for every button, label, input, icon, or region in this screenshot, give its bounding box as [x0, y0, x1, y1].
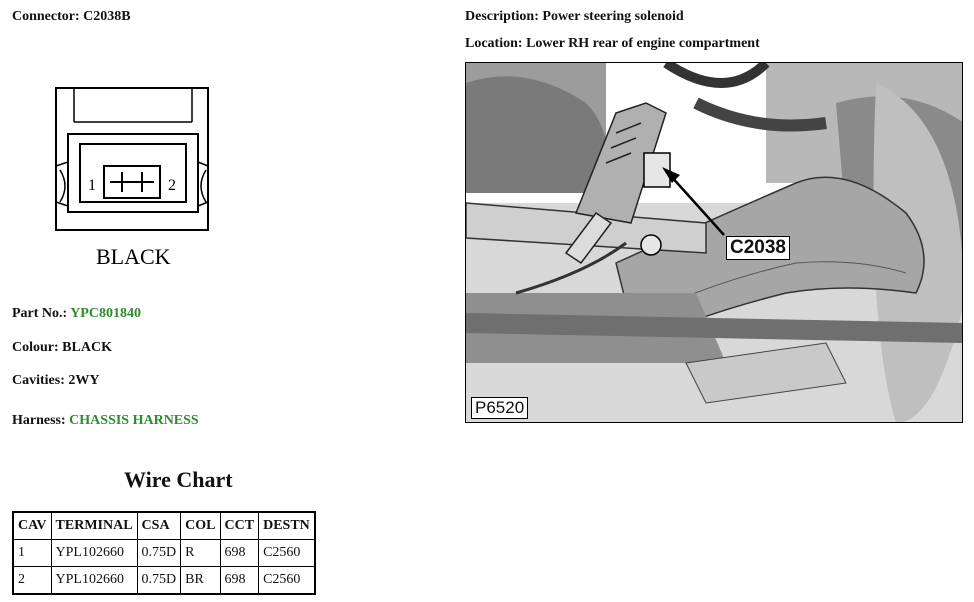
- wire-chart-title: Wire Chart: [124, 467, 233, 492]
- header-cav: CAV: [13, 512, 51, 540]
- part-number-line: [12, 306, 141, 322]
- cavities-value: 2WY: [68, 373, 100, 388]
- cell-destn: C2560: [259, 540, 315, 567]
- connector-label: Connector:: [12, 9, 80, 24]
- location-value: Lower RH rear of engine compartment: [526, 36, 760, 51]
- cell-terminal: YPL102660: [51, 567, 137, 595]
- connector-callout: C2038: [726, 236, 790, 260]
- colour-label: Colour:: [12, 340, 59, 355]
- header-col: COL: [181, 512, 220, 540]
- part-number-label: Part No.:: [12, 306, 68, 321]
- connector-face-diagram: [50, 82, 218, 272]
- header-csa: CSA: [137, 512, 181, 540]
- illustration-id: P6520: [471, 397, 528, 419]
- cell-terminal: YPL102660: [51, 540, 137, 567]
- description-line: [465, 9, 684, 25]
- connector-heading: [12, 9, 131, 25]
- table-row: [13, 540, 315, 567]
- drawing-colour-caption: BLACK: [96, 244, 171, 269]
- cavities-label: Cavities:: [12, 373, 65, 388]
- harness-link[interactable]: CHASSIS HARNESS: [69, 413, 199, 428]
- pin-1-label: 1: [88, 177, 96, 194]
- cell-cct: 698: [220, 540, 259, 567]
- harness-line: [12, 413, 199, 429]
- cell-cav: 2: [13, 567, 51, 595]
- table-header-row: [13, 512, 315, 540]
- description-value: Power steering solenoid: [542, 9, 684, 24]
- cell-cav: 1: [13, 540, 51, 567]
- cell-csa: 0.75D: [137, 540, 181, 567]
- table-row: [13, 567, 315, 595]
- colour-line: [12, 340, 112, 356]
- cell-col: R: [181, 540, 220, 567]
- header-destn: DESTN: [259, 512, 315, 540]
- location-label: Location:: [465, 36, 523, 51]
- location-line: [465, 36, 760, 52]
- cavities-line: [12, 373, 100, 389]
- description-label: Description:: [465, 9, 539, 24]
- header-terminal: TERMINAL: [51, 512, 137, 540]
- harness-label: Harness:: [12, 413, 66, 428]
- colour-value: BLACK: [62, 340, 112, 355]
- part-number-link[interactable]: YPC801840: [70, 306, 141, 321]
- cell-destn: C2560: [259, 567, 315, 595]
- header-cct: CCT: [220, 512, 259, 540]
- connector-id: C2038B: [83, 9, 131, 24]
- cell-csa: 0.75D: [137, 567, 181, 595]
- cell-cct: 698: [220, 567, 259, 595]
- pin-2-label: 2: [168, 177, 176, 194]
- location-illustration: [465, 62, 963, 423]
- cell-col: BR: [181, 567, 220, 595]
- wire-chart-table: [12, 511, 316, 595]
